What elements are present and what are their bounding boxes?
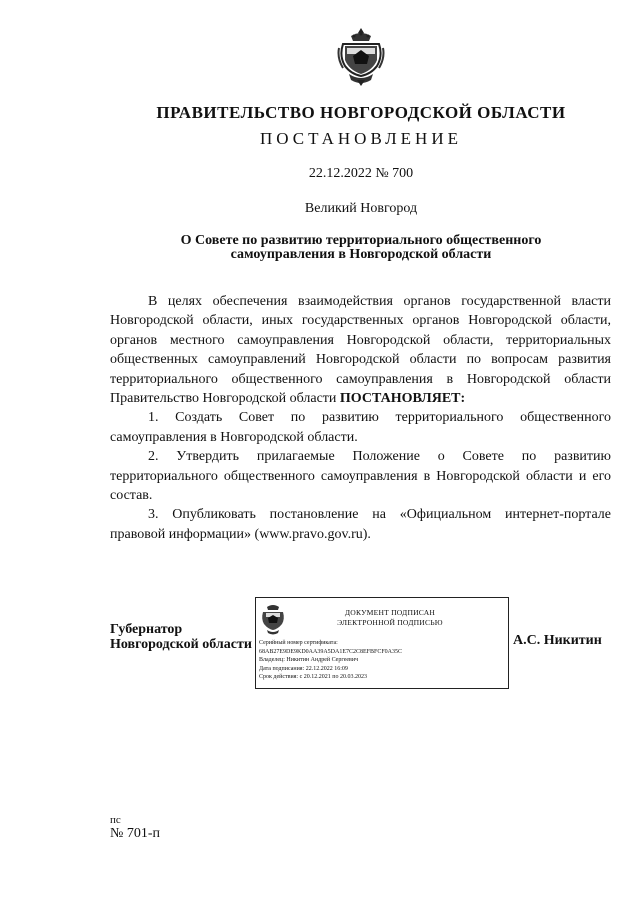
document-type: ПОСТАНОВЛЕНИЕ <box>259 129 462 148</box>
document-city: Великий Новгород <box>304 201 418 216</box>
signer-position-line-1: Губернатор <box>110 622 183 637</box>
document-subject <box>0 234 640 262</box>
stamp-details <box>259 639 402 682</box>
stamp-serial-label: Серийный номер сертификата: <box>259 640 338 646</box>
signer-position-line-2: Новгородской области <box>110 637 252 652</box>
subject-line-2: самоуправления в Новгородской области <box>230 247 492 262</box>
stamp-title-2: ЭЛЕКТРОННОЙ ПОДПИСЬЮ <box>337 618 443 627</box>
stamp-signed-date: Дата подписания: 22.12.2022 16:09 <box>259 665 348 672</box>
intro-paragraph <box>110 292 611 544</box>
signer-name: А.С. Никитин <box>513 633 602 648</box>
registration-number: № 701-п <box>110 826 161 841</box>
intro-text: В целях обеспечения взаимодействия органов государственной власти Новгородской области, иных государственных органов Новгородской области, органов местного самоуправления Новгородской области, территориальных общественных самоуправлений Новгородской области по вопросам развития территориального общественного самоуправления в Новгородской области Правительство Новгородской области <box>110 294 611 407</box>
stamp-serial: 68AB27E9DE9KD0AA39A5DA1E7C2C8EFBFCF0A35C <box>259 648 403 655</box>
registration-mark <box>110 813 160 841</box>
intro-keyword: ПОСТАНОВЛЯЕТ: <box>339 391 466 407</box>
stamp-validity: Срок действия: с 20.12.2021 по 20.03.2023 <box>259 674 367 681</box>
stamp-heading <box>292 608 488 628</box>
stamp-coat-of-arms-icon <box>260 602 286 636</box>
electronic-signature-stamp <box>255 597 509 689</box>
item-2: 2. Утвердить прилагаемые Положение о Совете по развитию территориального общественного самоуправления в Новгородской области и его состав. <box>110 449 611 504</box>
registration-code: пс <box>110 814 121 826</box>
subject-line-1: О Совете по развитию территориального общественного <box>180 233 542 248</box>
document-date-number: 22.12.2022 № 700 <box>308 166 414 181</box>
item-3: 3. Опубликовать постановление на «Официальном интернет-портале правовой информации» (www.pravo.gov.ru). <box>110 507 611 542</box>
government-name: ПРАВИТЕЛЬСТВО НОВГОРОДСКОЙ ОБЛАСТИ <box>156 103 566 122</box>
signer-position <box>110 622 252 652</box>
stamp-title-1: ДОКУМЕНТ ПОДПИСАН <box>344 608 436 617</box>
coat-of-arms-icon <box>337 26 385 88</box>
item-1: 1. Создать Совет по развитию территориального общественного самоуправления в Новгородской области. <box>110 410 611 445</box>
stamp-owner: Владелец: Никитин Андрей Сергеевич <box>259 657 359 664</box>
